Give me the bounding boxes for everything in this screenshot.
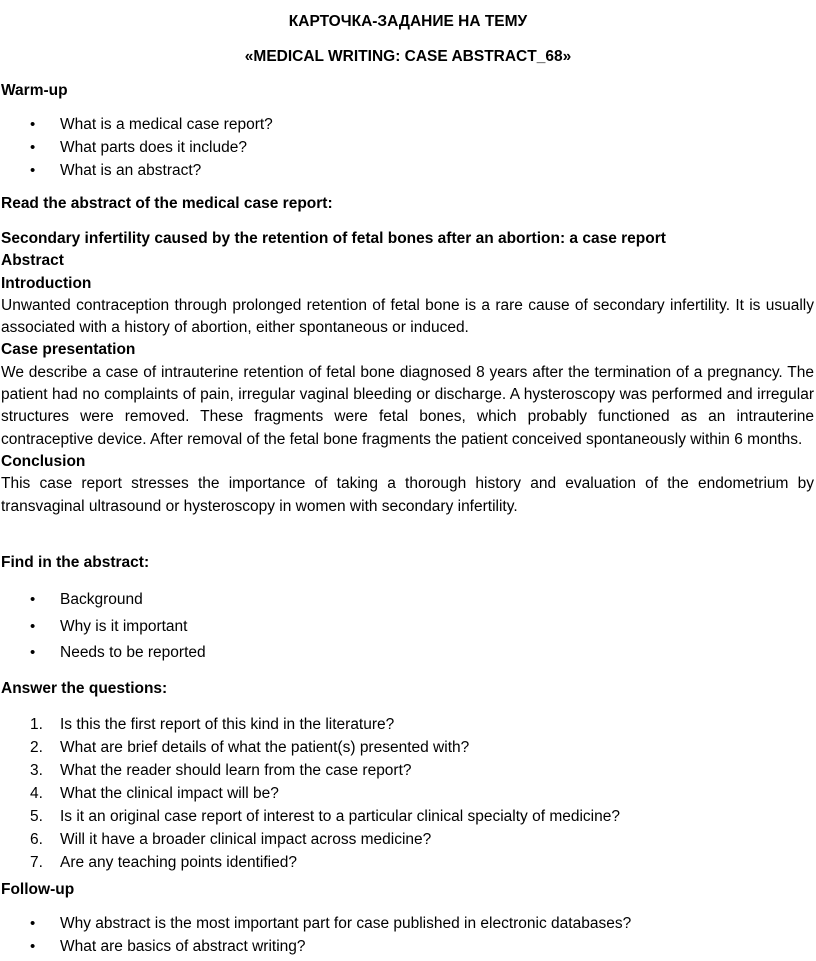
questions-heading: Answer the questions: [1,680,168,697]
introduction-heading: Introduction [1,274,92,292]
list-item: 2. What are brief details of what the patient(s) presented with? [30,739,470,756]
conclusion-heading: Conclusion [1,452,86,470]
article-title: Secondary infertility caused by the retention of fetal bones after an abortion: a case report [1,230,666,247]
list-item: • What is an abstract? [1,159,814,182]
followup-list [1,912,814,958]
abstract-heading: Abstract [1,252,64,270]
warmup-list [1,113,814,182]
list-item: 3. What the reader should learn from the case report? [30,762,412,779]
case-presentation-text: We describe a case of intrauterine retention of fetal bone diagnosed 8 years after the termination of a pregnancy. The patient had no complaints of pain, irregular vaginal bleeding or discharge. A hysteroscopy was performed and irregular structures were removed. These fragments were fetal bones, which probably functioned as an intrauterine contraceptive device. After removal of the fetal bone fragments the patient conceived spontaneously within 6 months. [1,363,814,448]
list-item: • Why abstract is the most important part for case published in electronic databases? [1,912,814,935]
list-item: • What is a medical case report? [1,113,814,136]
list-item: • Needs to be reported [1,640,814,667]
warmup-heading: Warm-up [1,82,68,99]
find-heading: Find in the abstract: [1,554,150,571]
find-list [1,587,814,667]
list-item: 6. Will it have a broader clinical impact across medicine? [30,831,432,848]
abstract-section [1,228,814,518]
list-item: 4. What the clinical impact will be? [30,785,279,802]
list-item: • Why is it important [1,614,814,641]
list-item: • What are basics of abstract writing? [1,935,814,958]
questions-list [1,713,814,874]
case-presentation-heading: Case presentation [1,341,136,359]
list-item: 7. Are any teaching points identified? [30,854,297,871]
followup-heading: Follow-up [1,881,75,898]
conclusion-text: This case report stresses the importance of taking a thorough history and evaluation of the endometrium by transvaginal ultrasound or hysteroscopy in women with secondary infertility. [1,475,814,515]
introduction-text: Unwanted contraception through prolonged retention of fetal bone is a rare cause of secondary infertility. It is usually associated with a history of abortion, either spontaneous or induced. [1,296,814,337]
list-item: • Background [1,587,814,614]
list-item: 1. Is this the first report of this kind in the literature? [30,716,395,733]
list-item: 5. Is it an original case report of interest to a particular clinical specialty of medicine? [30,808,620,825]
read-heading: Read the abstract of the medical case report: [1,195,333,212]
topic-title: «MEDICAL WRITING: CASE ABSTRACT_68» [244,48,572,65]
card-title: КАРТОЧКА-ЗАДАНИЕ НА ТЕМУ [288,13,528,30]
list-item: • What parts does it include? [1,136,814,159]
